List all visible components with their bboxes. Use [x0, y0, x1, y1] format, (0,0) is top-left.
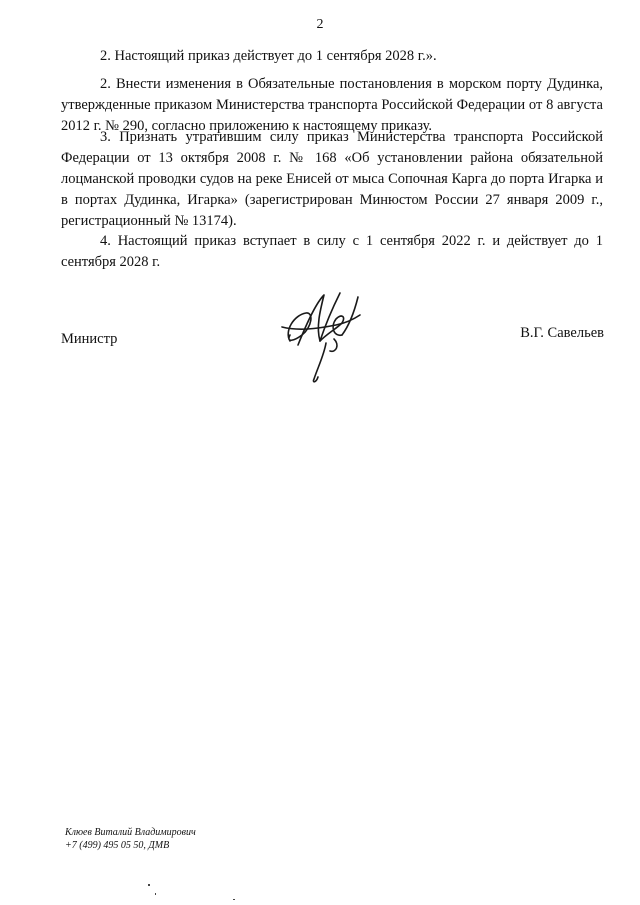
paragraph-3: 3. Признать утратившим силу приказ Министерства транспорта Российской Федерации от 13 октября 2008 г. № 168 «Об установлении района обязательной лоцманской проводки судов на реке Енисей от мыса Сопочная Карга до порта Игарка и в портах Дудинка, Игарка» (зарегистрирован Минюстом России 27 января 2009 г., регистрационный № 13174).	[61, 129, 603, 229]
handwritten-signature	[276, 283, 366, 388]
executor-footer	[65, 826, 196, 852]
scan-speck	[155, 893, 156, 895]
executor-phone: +7 (499) 495 05 50, ДМВ	[65, 840, 170, 851]
scan-speck	[233, 899, 235, 900]
page-number: 2	[316, 17, 324, 32]
paragraph-2: 2. Внести изменения в Обязательные постановления в морском порту Дудинка, утвержденные приказом Министерства транспорта Российской Федерации от 8 августа 2012 г. № 290, согласно приложению к настоящему приказу.	[61, 76, 603, 134]
executor-name: Клюев Виталий Владимирович	[65, 827, 196, 838]
signatory-title: Министр	[61, 331, 118, 347]
scan-speck	[148, 884, 150, 886]
paragraph-4: 4. Настоящий приказ вступает в силу с 1 сентября 2022 г. и действует до 1 сентября 2028 г.	[61, 233, 603, 270]
paragraph-1: 2. Настоящий приказ действует до 1 сентября 2028 г.».	[100, 48, 437, 64]
signatory-name: В.Г. Савельев	[520, 325, 604, 341]
